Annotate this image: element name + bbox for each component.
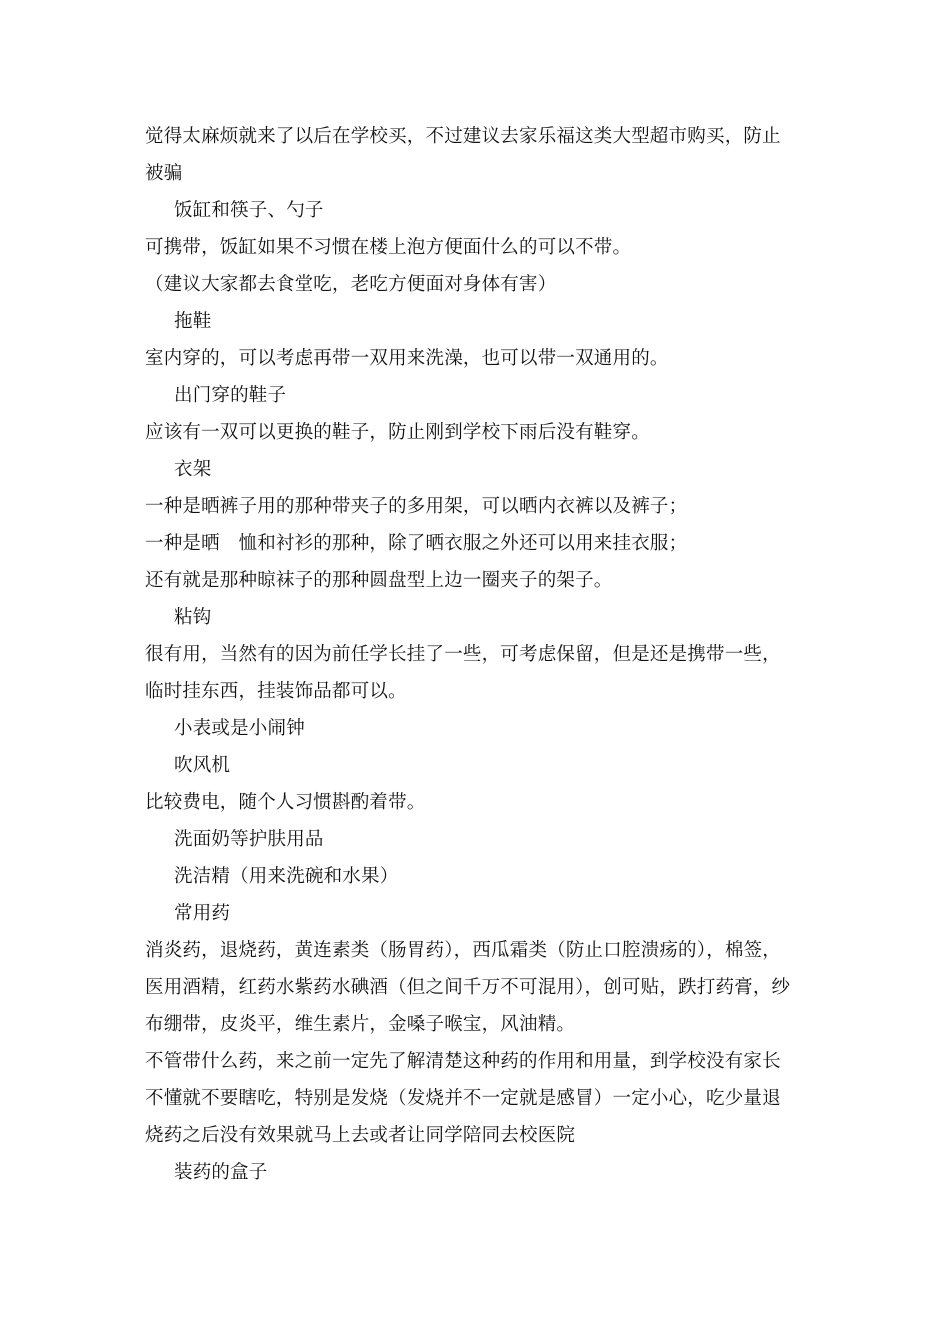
text-line: 布绷带，皮炎平，维生素片，金嗓子喉宝，风油精。	[145, 1014, 576, 1035]
text-line: 应该有一双可以更换的鞋子，防止刚到学校下雨后没有鞋穿。	[145, 422, 650, 443]
item-heading: 饭缸和筷子、勺子	[174, 200, 324, 221]
text-line: 消炎药，退烧药，黄连素类（肠胃药），西瓜霜类（防止口腔溃疡的），棉签，	[145, 940, 782, 961]
text-line: 很有用，当然有的因为前任学长挂了一些，可考虑保留，但是还是携带一些，	[145, 644, 781, 665]
text-line: （建议大家都去食堂吃，老吃方便面对身体有害）	[145, 274, 557, 295]
item-heading: 洗面奶等护肤用品	[174, 829, 324, 850]
text-line: 烧药之后没有效果就马上去或者让同学陪同去校医院	[145, 1125, 576, 1146]
document-body	[145, 118, 815, 1191]
item-heading: 粘钩	[174, 607, 212, 628]
item-heading: 常用药	[174, 903, 231, 924]
item-heading: 小表或是小闹钟	[174, 718, 305, 739]
item-heading: 吹风机	[174, 755, 231, 776]
text-line: 还有就是那种晾袜子的那种圆盘型上边一圈夹子的架子。	[145, 570, 613, 591]
text-line: 被骗	[145, 163, 183, 184]
item-heading: 洗洁精（用来洗碗和水果）	[174, 866, 399, 887]
item-heading: 拖鞋	[174, 311, 212, 332]
text-line: 医用酒精，红药水紫药水碘酒（但之间千万不可混用），创可贴，跌打药膏，纱	[145, 977, 791, 998]
text-line: 不懂就不要瞎吃，特别是发烧（发烧并不一定就是感冒）一定小心，吃少量退	[145, 1088, 781, 1109]
text-line: 一种是晒裤子用的那种带夹子的多用架，可以晒内衣裤以及裤子；	[145, 496, 688, 517]
text-line: 室内穿的，可以考虑再带一双用来洗澡，也可以带一双通用的。	[145, 348, 669, 369]
text-line: 比较费电，随个人习惯斟酌着带。	[145, 792, 426, 813]
text-line: 临时挂东西，挂装饰品都可以。	[145, 681, 407, 702]
item-heading: 衣架	[174, 459, 212, 480]
text-line: 可携带，饭缸如果不习惯在楼上泡方便面什么的可以不带。	[145, 237, 632, 258]
item-heading: 装药的盒子	[174, 1162, 268, 1183]
item-heading: 出门穿的鞋子	[174, 385, 287, 406]
text-line: 觉得太麻烦就来了以后在学校买，不过建议去家乐福这类大型超市购买，防止	[145, 126, 781, 147]
text-line: 一种是晒 恤和衬衫的那种，除了晒衣服之外还可以用来挂衣服；	[145, 533, 688, 554]
text-line: 不管带什么药，来之前一定先了解清楚这种药的作用和用量，到学校没有家长	[145, 1051, 781, 1072]
